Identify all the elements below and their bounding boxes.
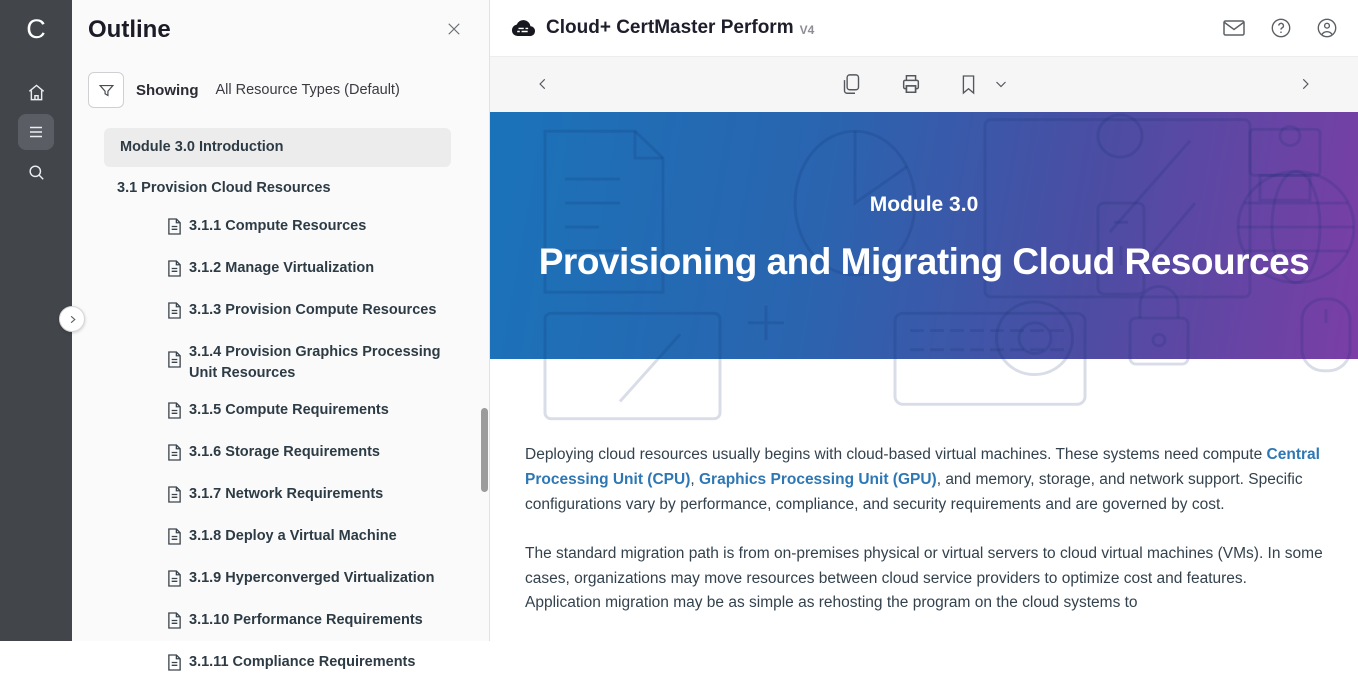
outline-title: Outline [88,16,171,43]
print-icon[interactable] [900,73,922,95]
outline-item-label: Module 3.0 Introduction [120,139,284,155]
outline-item-label: 3.1.1 Compute Resources [189,218,367,234]
outline-item-3-1-1[interactable] [72,208,489,250]
module-title: Provisioning and Migrating Cloud Resources [538,240,1310,282]
outline-item-label: 3.1.2 Manage Virtualization [189,260,375,276]
outline-scrollbar-thumb[interactable] [481,408,488,492]
main-content [490,0,1358,641]
help-icon[interactable] [1270,17,1292,39]
module-number: Module 3.0 [869,192,979,216]
outline-list [72,128,489,686]
home-button[interactable] [18,74,54,110]
reader-toolbar [490,57,1358,113]
filter-value: All Resource Types (Default) [215,82,400,98]
outline-item-module-intro[interactable] [104,128,451,167]
outline-item-3-1-2[interactable] [72,250,489,292]
outline-item-label: 3.1 Provision Cloud Resources [117,180,331,196]
menu-icon [27,123,45,141]
document-icon [167,302,182,326]
paragraph-2: The standard migration path is from on-premises physical or virtual servers to cloud virtual machines (VMs). In some cases, organizations may move resources between cloud service providers to optimize cost and features. Application migration may be as simple as rehosting the program on the cloud systems to [525,545,1323,612]
search-button[interactable] [18,154,54,190]
course-title: Cloud+ CertMaster Perform [546,16,794,38]
copy-icon[interactable] [841,73,862,96]
outline-item-label: 3.1.4 Provision Graphics Processing Unit Resources [189,344,441,381]
outline-item-label: 3.1.9 Hyperconverged Virtualization [189,570,435,586]
outline-item-label: 3.1.7 Network Requirements [189,486,384,502]
outline-item-label: 3.1.10 Performance Requirements [189,612,423,628]
document-icon [167,486,182,510]
filter-icon [98,82,115,99]
forward-chevron-icon[interactable] [1298,76,1312,92]
chevron-down-icon[interactable] [995,80,1007,89]
outline-item-3-1-4[interactable] [72,334,489,392]
outline-item-label: 3.1.11 Compliance Requirements [189,654,416,670]
filter-showing-label: Showing [136,81,199,99]
mail-icon[interactable] [1222,18,1246,38]
account-icon[interactable] [1316,17,1338,39]
document-icon [167,570,182,594]
document-icon [167,351,182,375]
outline-item-label: 3.1.8 Deploy a Virtual Machine [189,528,397,544]
outline-item-label: 3.1.6 Storage Requirements [189,444,380,460]
outline-item-3-1-5[interactable] [72,392,489,434]
comptia-logo: C [26,13,46,44]
module-hero-banner [490,112,1358,359]
cpu-link[interactable]: Central Processing Unit (CPU) [525,446,1320,489]
outline-item-3-1-11[interactable] [72,644,489,686]
course-header [490,0,1358,57]
document-icon [167,444,182,468]
filter-button[interactable] [88,72,124,108]
outline-item-3-1-9[interactable] [72,560,489,602]
document-icon [167,218,182,242]
paragraph-text: , and memory, storage, and network support. Specific configurations vary by performance, compliance, and security requirements and are governed by cost. [525,471,1303,513]
bookmark-icon[interactable] [960,74,977,95]
close-icon[interactable] [445,20,463,43]
outline-panel [72,0,490,670]
outline-item-label: 3.1.5 Compute Requirements [189,402,389,418]
back-chevron-icon[interactable] [536,76,550,92]
outline-item-label: 3.1.3 Provision Compute Resources [189,302,437,318]
outline-toggle-button[interactable] [18,114,54,150]
document-icon [167,528,182,552]
outline-item-3-1-10[interactable] [72,602,489,644]
paragraph-1 [525,443,1324,517]
course-version: V4 [799,22,815,37]
cloud-course-icon [508,17,536,39]
outline-item-3-1-8[interactable] [72,518,489,560]
document-icon [167,260,182,284]
home-icon [27,83,46,102]
paragraph-text: Deploying cloud resources usually begins with cloud-based virtual machines. These systems need compute [525,446,1267,464]
panel-expand-button[interactable] [59,306,85,332]
document-icon [167,612,182,636]
outline-item-3-1-3[interactable] [72,292,489,334]
document-icon [167,402,182,426]
gpu-link[interactable]: Graphics Processing Unit (GPU) [698,471,937,489]
outline-item-section-3-1[interactable] [72,170,489,208]
search-icon [27,163,46,182]
outline-item-3-1-7[interactable] [72,476,489,518]
document-icon [167,654,182,678]
outline-item-3-1-6[interactable] [72,434,489,476]
paragraph-text: , [690,471,699,489]
